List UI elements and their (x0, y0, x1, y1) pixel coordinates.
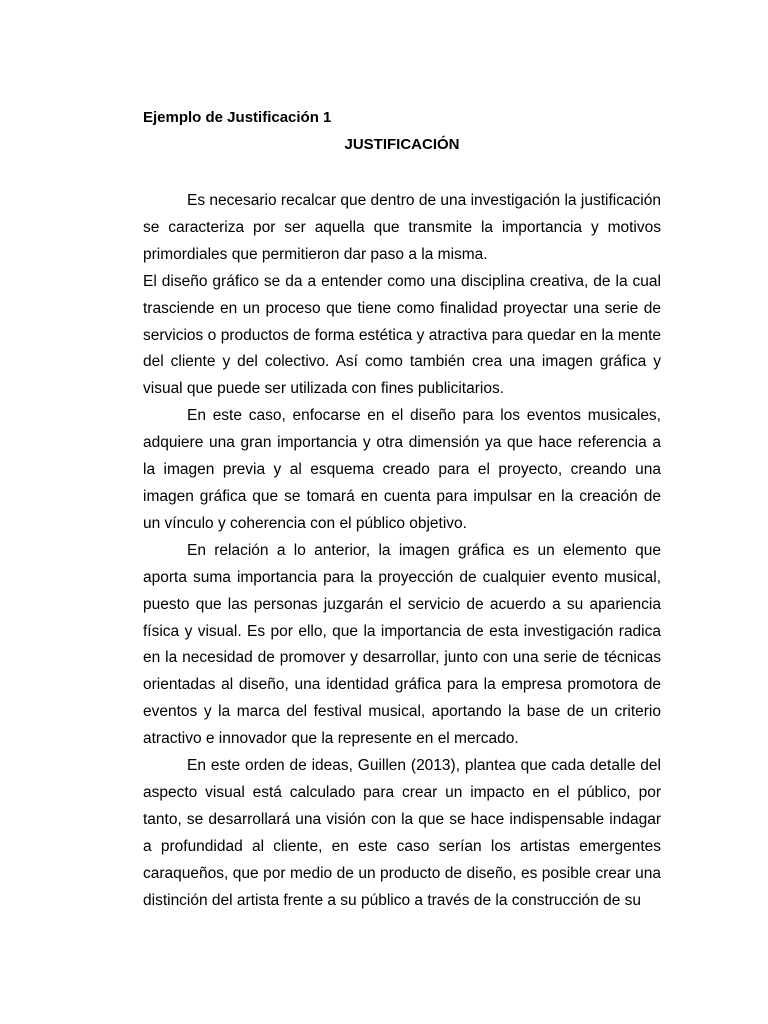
page-title: JUSTIFICACIÓN (344, 136, 460, 153)
paragraph-3: En este caso, enfocarse en el diseño para los eventos musicales, adquiere una gran importancia y otra dimensión ya que hace referencia a la imagen previa y al esquema creado para el proyecto, creando una imagen gráfica que se tomará en cuenta para impulsar en la creación de un vínculo y coherencia con el público objetivo. (143, 407, 661, 532)
paragraph-5: En este orden de ideas, Guillen (2013), plantea que cada detalle del aspecto visual está calculado para crear un impacto en el público, por tanto, se desarrollará una visión con la que se hace indispensable indagar a profundidad al cliente, en este caso serían los artistas emergentes caraqueños, que por medio de un producto de diseño, es posible crear una distinción del artista frente a su público a través de la construcción de su (143, 757, 661, 909)
example-label: Ejemplo de Justificación 1 (143, 109, 332, 126)
paragraph-2: El diseño gráfico se da a entender como una disciplina creativa, de la cual trasciende en un proceso que tiene como finalidad proyectar una serie de servicios o productos de forma estética y atractiva para quedar en la mente del cliente y del colectivo. Así como también crea una imagen gráfica y visual que puede ser utilizada con fines publicitarios. (143, 272, 661, 398)
paragraph-4: En relación a lo anterior, la imagen gráfica es un elemento que aporta suma importancia para la proyección de cualquier evento musical, puesto que las personas juzgarán el servicio de acuerdo a su apariencia física y visual. Es por ello, que la importancia de esta investigación radica en la necesidad de promover y desarrollar, junto con una serie de técnicas orientadas al diseño, una identidad gráfica para la empresa promotora de eventos y la marca del festival musical, aportando la base de un criterio atractivo e innovador que la represente en el mercado. (143, 541, 661, 748)
body-text (143, 188, 661, 914)
document-content (143, 108, 661, 914)
paragraph-1: Es necesario recalcar que dentro de una investigación la justificación se caracteriza por ser aquella que transmite la importancia y motivos primordiales que permitieron dar paso a la misma. (143, 192, 661, 263)
